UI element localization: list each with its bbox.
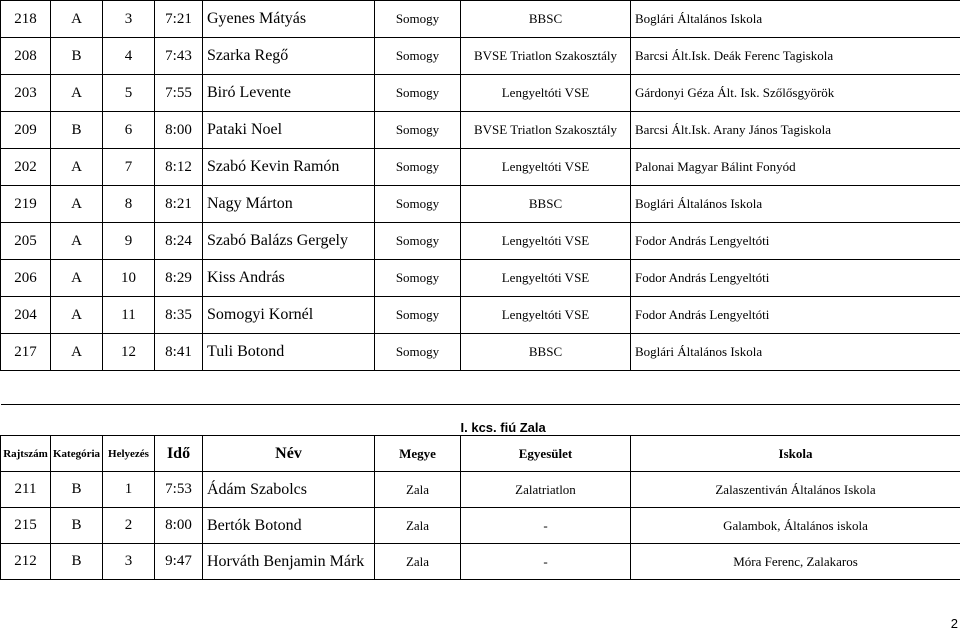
- cell-place: 3: [103, 544, 155, 580]
- cell-time: 8:24: [155, 223, 203, 260]
- header-row: [1, 436, 960, 472]
- results-table-zala: [0, 404, 960, 580]
- cell-time: 7:21: [155, 1, 203, 38]
- cell-school: Barcsi Ált.Isk. Arany János Tagiskola: [631, 112, 960, 149]
- table-row: [1, 472, 960, 508]
- cell-cat: A: [51, 334, 103, 371]
- cell-county: Zala: [375, 508, 461, 544]
- cell-bib: 217: [1, 334, 51, 371]
- cell-bib: 202: [1, 149, 51, 186]
- cell-county: Zala: [375, 472, 461, 508]
- cell-club: Lengyeltóti VSE: [461, 149, 631, 186]
- cell-club: Lengyeltóti VSE: [461, 223, 631, 260]
- table-row: [1, 260, 960, 297]
- cell-name: Bertók Botond: [203, 508, 375, 544]
- cell-cat: A: [51, 1, 103, 38]
- header-club: Egyesület: [461, 436, 631, 472]
- cell-bib: 219: [1, 186, 51, 223]
- cell-name: Gyenes Mátyás: [203, 1, 375, 38]
- cell-club: -: [461, 508, 631, 544]
- cell-time: 8:00: [155, 112, 203, 149]
- header-time: Idő: [155, 436, 203, 472]
- header-school: Iskola: [631, 436, 960, 472]
- cell-county: Somogy: [375, 223, 461, 260]
- cell-cat: B: [51, 112, 103, 149]
- cell-place: 8: [103, 186, 155, 223]
- table-row: [1, 1, 960, 38]
- header-place: Helyezés: [103, 436, 155, 472]
- cell-school: Boglári Általános Iskola: [631, 186, 960, 223]
- table-row: [1, 544, 960, 580]
- cell-club: Lengyeltóti VSE: [461, 75, 631, 112]
- cell-cat: A: [51, 149, 103, 186]
- cell-place: 6: [103, 112, 155, 149]
- cell-place: 12: [103, 334, 155, 371]
- cell-county: Somogy: [375, 186, 461, 223]
- cell-school: Barcsi Ált.Isk. Deák Ferenc Tagiskola: [631, 38, 960, 75]
- cell-club: BBSC: [461, 334, 631, 371]
- caption-spacer: [1, 405, 461, 436]
- cell-place: 10: [103, 260, 155, 297]
- cell-club: Lengyeltóti VSE: [461, 260, 631, 297]
- cell-time: 7:55: [155, 75, 203, 112]
- cell-name: Pataki Noel: [203, 112, 375, 149]
- cell-cat: A: [51, 260, 103, 297]
- cell-club: BBSC: [461, 1, 631, 38]
- cell-cat: B: [51, 544, 103, 580]
- cell-club: BVSE Triatlon Szakosztály: [461, 38, 631, 75]
- cell-time: 8:35: [155, 297, 203, 334]
- cell-name: Kiss András: [203, 260, 375, 297]
- cell-place: 9: [103, 223, 155, 260]
- cell-place: 5: [103, 75, 155, 112]
- table-row: [1, 186, 960, 223]
- cell-cat: B: [51, 38, 103, 75]
- cell-bib: 211: [1, 472, 51, 508]
- cell-name: Ádám Szabolcs: [203, 472, 375, 508]
- cell-name: Biró Levente: [203, 75, 375, 112]
- table-row: [1, 149, 960, 186]
- cell-cat: A: [51, 186, 103, 223]
- header-category: Kategória: [51, 436, 103, 472]
- cell-county: Somogy: [375, 334, 461, 371]
- cell-name: Tuli Botond: [203, 334, 375, 371]
- cell-time: 8:29: [155, 260, 203, 297]
- cell-name: Szarka Regő: [203, 38, 375, 75]
- table-row: [1, 223, 960, 260]
- cell-bib: 204: [1, 297, 51, 334]
- cell-name: Szabó Kevin Ramón: [203, 149, 375, 186]
- cell-bib: 218: [1, 1, 51, 38]
- cell-school: Móra Ferenc, Zalakaros: [631, 544, 960, 580]
- table-row: [1, 508, 960, 544]
- cell-place: 7: [103, 149, 155, 186]
- header-name: Név: [203, 436, 375, 472]
- cell-place: 11: [103, 297, 155, 334]
- cell-club: Lengyeltóti VSE: [461, 297, 631, 334]
- cell-cat: B: [51, 508, 103, 544]
- cell-bib: 205: [1, 223, 51, 260]
- cell-county: Somogy: [375, 112, 461, 149]
- cell-club: Zalatriatlon: [461, 472, 631, 508]
- cell-cat: A: [51, 75, 103, 112]
- cell-name: Somogyi Kornél: [203, 297, 375, 334]
- cell-time: 7:43: [155, 38, 203, 75]
- cell-time: 7:53: [155, 472, 203, 508]
- header-bib: Rajtszám: [1, 436, 51, 472]
- cell-county: Somogy: [375, 297, 461, 334]
- table-row: [1, 75, 960, 112]
- cell-bib: 212: [1, 544, 51, 580]
- cell-school: Boglári Általános Iskola: [631, 1, 960, 38]
- cell-county: Somogy: [375, 38, 461, 75]
- cell-cat: B: [51, 472, 103, 508]
- cell-bib: 206: [1, 260, 51, 297]
- header-county: Megye: [375, 436, 461, 472]
- cell-club: BBSC: [461, 186, 631, 223]
- cell-time: 8:00: [155, 508, 203, 544]
- cell-county: Somogy: [375, 149, 461, 186]
- cell-place: 2: [103, 508, 155, 544]
- cell-county: Zala: [375, 544, 461, 580]
- table-row: [1, 334, 960, 371]
- cell-school: Gárdonyi Géza Ált. Isk. Szőlősgyörök: [631, 75, 960, 112]
- cell-school: Galambok, Általános iskola: [631, 508, 960, 544]
- cell-bib: 209: [1, 112, 51, 149]
- table-row: [1, 38, 960, 75]
- cell-cat: A: [51, 297, 103, 334]
- cell-time: 8:12: [155, 149, 203, 186]
- cell-name: Nagy Márton: [203, 186, 375, 223]
- cell-time: 8:21: [155, 186, 203, 223]
- cell-place: 1: [103, 472, 155, 508]
- cell-time: 8:41: [155, 334, 203, 371]
- cell-school: Palonai Magyar Bálint Fonyód: [631, 149, 960, 186]
- cell-bib: 208: [1, 38, 51, 75]
- cell-time: 9:47: [155, 544, 203, 580]
- section-caption: I. kcs. fiú Zala: [461, 405, 960, 436]
- cell-name: Szabó Balázs Gergely: [203, 223, 375, 260]
- cell-county: Somogy: [375, 1, 461, 38]
- cell-bib: 203: [1, 75, 51, 112]
- cell-place: 4: [103, 38, 155, 75]
- cell-school: Boglári Általános Iskola: [631, 334, 960, 371]
- cell-school: Fodor András Lengyeltóti: [631, 297, 960, 334]
- table-row: [1, 297, 960, 334]
- page-number: 2: [950, 616, 958, 631]
- cell-school: Zalaszentiván Általános Iskola: [631, 472, 960, 508]
- cell-county: Somogy: [375, 260, 461, 297]
- cell-bib: 215: [1, 508, 51, 544]
- cell-cat: A: [51, 223, 103, 260]
- cell-club: -: [461, 544, 631, 580]
- cell-school: Fodor András Lengyeltóti: [631, 223, 960, 260]
- cell-place: 3: [103, 1, 155, 38]
- table-row: [1, 112, 960, 149]
- cell-name: Horváth Benjamin Márk: [203, 544, 375, 580]
- cell-school: Fodor András Lengyeltóti: [631, 260, 960, 297]
- cell-county: Somogy: [375, 75, 461, 112]
- cell-club: BVSE Triatlon Szakosztály: [461, 112, 631, 149]
